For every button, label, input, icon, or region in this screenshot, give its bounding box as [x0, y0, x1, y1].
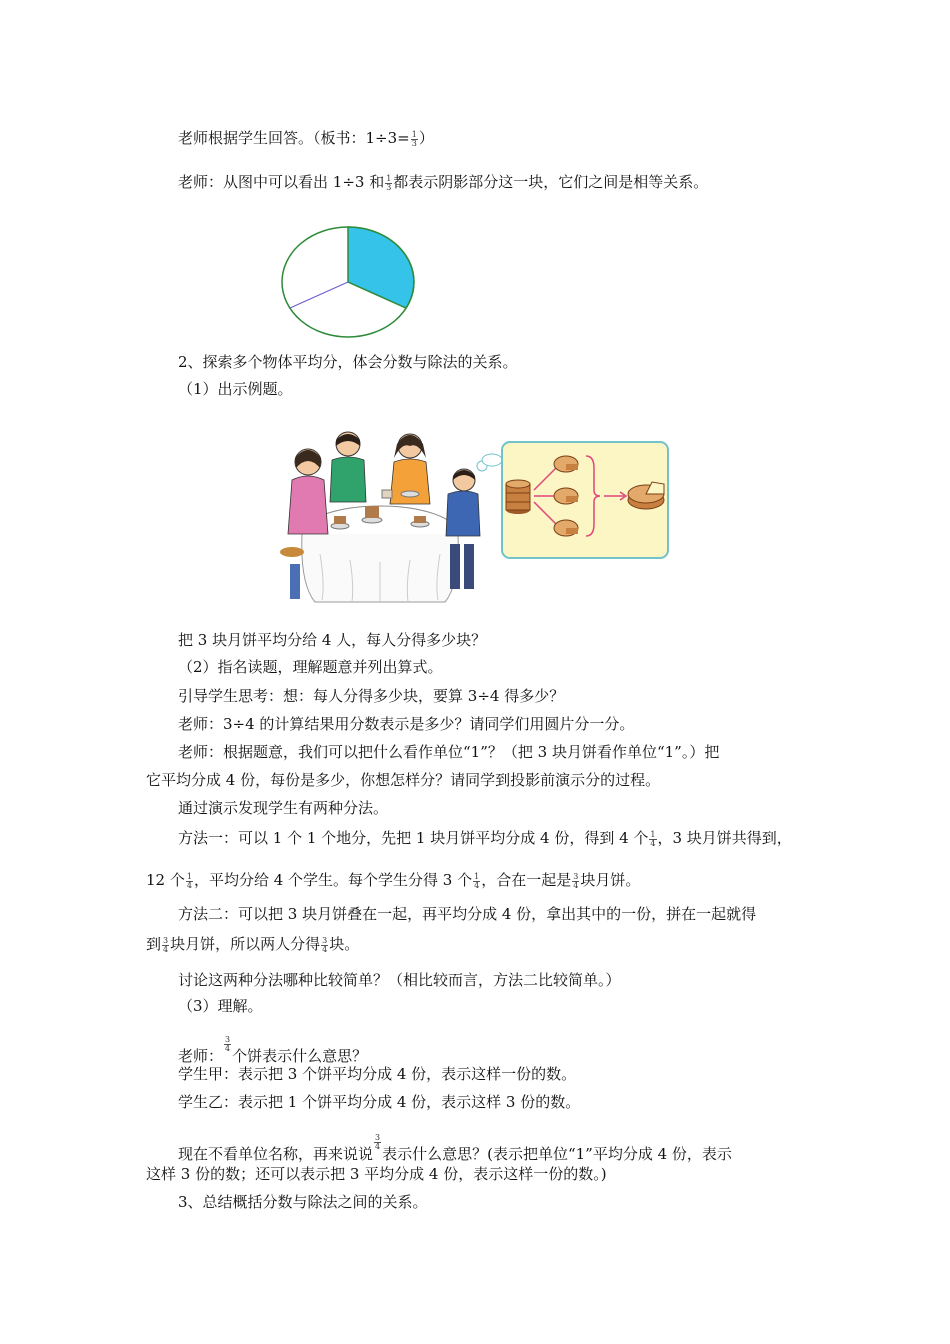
method-two-line1: 方法二：可以把 3 块月饼叠在一起，再平均分成 4 份，拿出其中的一份，拼在一起就得	[178, 905, 757, 923]
fraction-three-quarters: $\frac{3}{4}$	[375, 1133, 381, 1151]
unitless-meaning-line1: 现在不看单位名称，再来说说 $\frac{3}{4}$ 表示什么意思？(表示把单位“1”平均分成 4 份，表示	[178, 1133, 732, 1163]
subheading-read: （2）指名读题，理解题意并列出算式。	[178, 658, 443, 676]
student-a-answer: 学生甲：表示把 3 个饼平均分成 4 份，表示这样一份的数。	[178, 1065, 577, 1083]
mooncake-scene-illustration	[270, 424, 680, 614]
fraction-three-quarters: $\frac{3}{4}$	[322, 935, 328, 954]
cut-mooncakes-icon	[554, 456, 578, 536]
fraction-three-quarters: $\frac{3}{4}$	[573, 871, 579, 890]
subheading-example: （1）出示例题。	[178, 380, 293, 398]
fraction-one-third: $\frac{1}{3}$	[386, 173, 392, 192]
fraction-one-third: $\frac{1}{3}$	[411, 129, 417, 148]
pie-one-third-figure	[280, 224, 420, 342]
student-b-answer: 学生乙：表示把 1 个饼平均分成 4 份，表示这样 3 份的数。	[178, 1093, 581, 1111]
discussion: 讨论这两种分法哪种比较简单？（相比较而言，方法二比较简单。）	[178, 971, 621, 989]
guide-think: 引导学生思考：想：每人分得多少块，要算 3÷4 得多少？	[178, 687, 565, 705]
method-one-line2: 12 个 $\frac{1}{4}$ ，平均分给 4 个学生。每个学生分得 3 个 $\frac{1}{4}$ ，合在一起是 $\frac{3}{4}$ 块月饼。	[146, 871, 641, 890]
unitless-meaning-line2: 这样 3 份的数；还可以表示把 3 平均分成 4 份，表示这样一份的数。)	[146, 1165, 607, 1183]
child-right	[446, 469, 480, 589]
demo-finding: 通过演示发现学生有两种分法。	[178, 799, 389, 817]
teacher-unit-continued: 它平均分成 4 份，每份是多少，你想怎样分？请同学到投影前演示分的过程。	[146, 771, 661, 789]
teacher-fraction-question: 老师：3÷4 的计算结果用分数表示是多少？请同学们用圆片分一分。	[178, 715, 635, 733]
fraction-three-quarters: $\frac{3}{4}$	[163, 935, 169, 954]
section-heading-3: 3、总结概括分数与除法之间的关系。	[178, 1193, 428, 1211]
section-heading-2: 2、探索多个物体平均分，体会分数与除法的关系。	[178, 353, 518, 371]
method-two-line2: 到 $\frac{3}{4}$ 块月饼，所以两人分得 $\frac{3}{4}$ 块。	[146, 935, 360, 954]
fraction-one-quarter: $\frac{1}{4}$	[186, 871, 192, 890]
example-question: 把 3 块月饼平均分给 4 人，每人分得多少块？	[178, 631, 487, 649]
child-back-left	[330, 432, 366, 502]
thought-bubble	[502, 442, 668, 558]
fraction-three-quarters: $\frac{3}{4}$	[225, 1035, 231, 1053]
teacher-unit-question: 老师：根据题意，我们可以把什么看作单位“1”？（把 3 块月饼看作单位“1”。）把	[178, 743, 720, 761]
teacher-meaning-question: 老师： $\frac{3}{4}$ 个饼表示什么意思？	[178, 1035, 368, 1065]
line-board-writing: 老师根据学生回答。（板书：1÷3= $\frac{1}{3}$ ）	[178, 129, 434, 148]
line-teacher-equal: 老师：从图中可以看出 1÷3 和 $\frac{1}{3}$ 都表示阴影部分这一块，它们之间是相等关系。	[178, 173, 709, 192]
method-one-line1: 方法一：可以 1 个 1 个地分，先把 1 块月饼平均分成 4 份，得到 4 个 $\frac{1}{4}$ ，3 块月饼共得到，	[178, 829, 792, 848]
fraction-one-quarter: $\frac{1}{4}$	[650, 829, 656, 848]
stacked-mooncakes-icon	[506, 480, 530, 514]
subheading-understand: （3）理解。	[178, 997, 263, 1015]
fraction-one-quarter: $\frac{1}{4}$	[474, 871, 480, 890]
